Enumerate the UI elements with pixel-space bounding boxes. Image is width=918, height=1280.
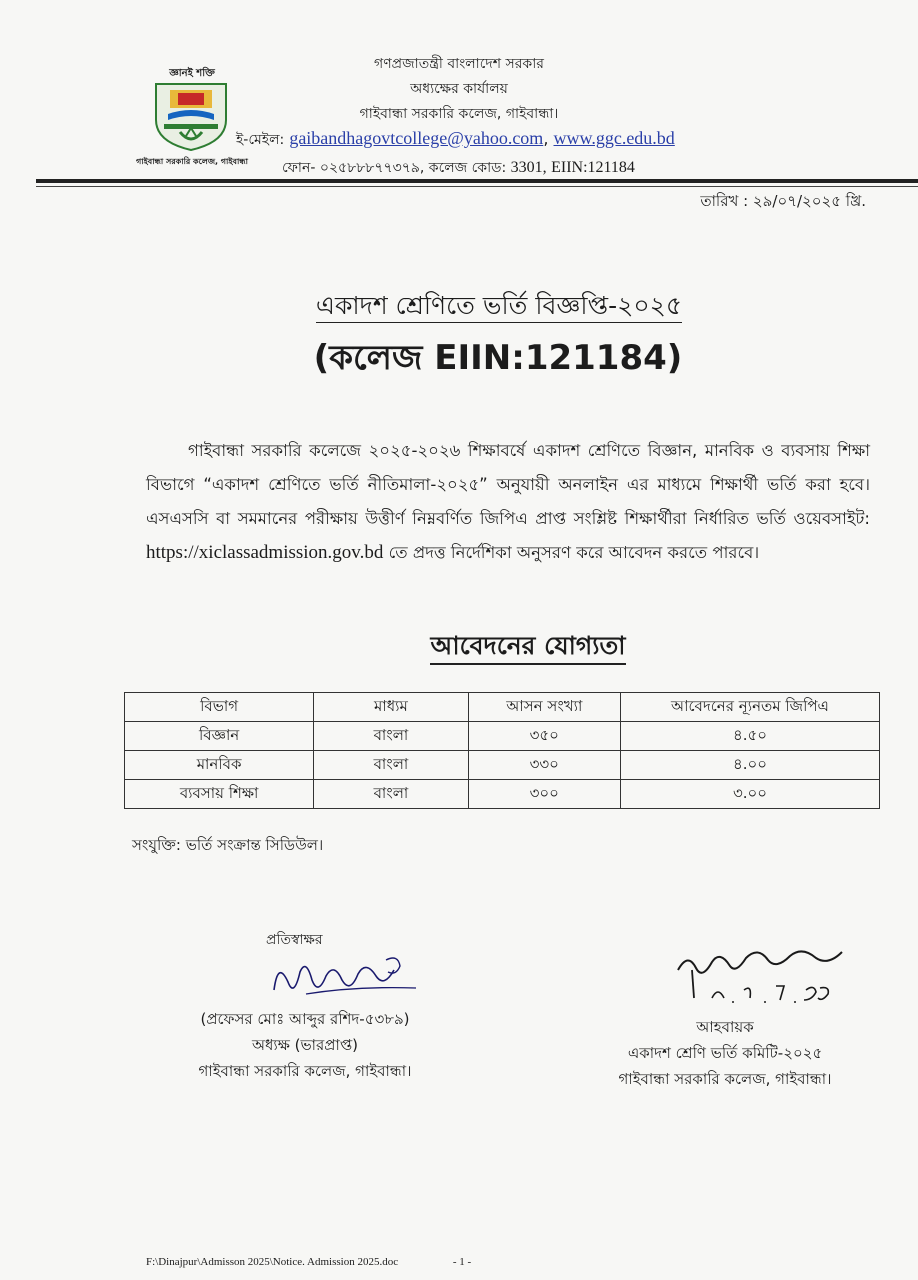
phone-label: ফোন- bbox=[282, 160, 316, 176]
convener-institution: গাইবান্ধা সরকারি কলেজ, গাইবান্ধা। bbox=[618, 1070, 832, 1088]
column-header: বিভাগ bbox=[125, 693, 314, 722]
table-cell: বিজ্ঞান bbox=[125, 722, 314, 751]
table-cell: মানবিক bbox=[125, 751, 314, 780]
table-cell: ৪.৫০ bbox=[621, 722, 880, 751]
table-cell: ৩৫০ bbox=[468, 722, 620, 751]
notice-subtitle: (কলেজ EIIN:121184) bbox=[313, 338, 683, 378]
table-cell: বাংলা bbox=[314, 780, 468, 809]
phone-number: ০২৫৮৮৮৭৭৩৭৯, bbox=[319, 160, 425, 176]
column-header: আবেদনের ন্যূনতম জিপিএ bbox=[621, 693, 880, 722]
header-office: অধ্যক্ষের কার্যালয় bbox=[410, 81, 508, 97]
attachment-note: সংযুক্তি: ভর্তি সংক্রান্ত সিডিউল। bbox=[132, 836, 324, 854]
website-link[interactable]: www.ggc.edu.bd bbox=[553, 128, 675, 148]
principal-institution: গাইবান্ধা সরকারি কলেজ, গাইবান্ধা। bbox=[198, 1062, 412, 1080]
eligibility-table bbox=[124, 692, 880, 809]
email-link[interactable]: gaibandhagovtcollege@yahoo.com bbox=[289, 128, 544, 148]
body-text-after-url: তে প্রদত্ত নির্দেশিকা অনুসরণ করে আবেদন করতে পারবে। bbox=[388, 543, 760, 562]
table-row bbox=[125, 722, 880, 751]
header-contact-phone bbox=[282, 156, 635, 180]
header-rule bbox=[36, 179, 918, 183]
table-row bbox=[125, 780, 880, 809]
notice-date: তারিখ : ২৯/০৭/২০২৫ খ্রি. bbox=[700, 192, 866, 210]
body-text-before-url: গাইবান্ধা সরকারি কলেজে ২০২৫-২০২৬ শিক্ষাবর্ষে একাদশ শ্রেণিতে বিজ্ঞান, মানবিক ও ব্যবসায় শিক্ষা বিভাগে “একাদশ শ্রেণিতে ভর্তি নীতিমালা-২০২৫” অনুযায়ী অনলাইন এর মাধ্যমে শিক্ষার্থী ভর্তি করা হবে। এসএসসি বা সমমানের পরীক্ষায় উত্তীর্ণ নিম্নবর্ণিত জিপিএ প্রাপ্ত সংশ্লিষ্ট শিক্ষার্থীরা নির্ধারিত ভর্তি ওয়েবসাইট: bbox=[146, 441, 870, 528]
principal-designation: অধ্যক্ষ (ভারপ্রাপ্ত) bbox=[251, 1036, 359, 1054]
eiin-number: EIIN:121184 bbox=[551, 159, 635, 176]
notice-title: একাদশ শ্রেণিতে ভর্তি বিজ্ঞপ্তি-২০২৫ bbox=[0, 286, 918, 329]
table-cell: বাংলা bbox=[314, 751, 468, 780]
email-separator: , bbox=[543, 129, 549, 148]
table-cell: ব্যবসায় শিক্ষা bbox=[125, 780, 314, 809]
header-rule-thin bbox=[36, 186, 918, 187]
college-code: 3301, bbox=[510, 159, 547, 176]
principal-name: (প্রফেসর মোঃ আব্দুর রশিদ-৫৩৮৯) bbox=[200, 1010, 410, 1028]
table-cell: ৪.০০ bbox=[621, 751, 880, 780]
table-cell: ৩৩০ bbox=[468, 751, 620, 780]
notice-body bbox=[146, 434, 870, 570]
logo-caption: গাইবান্ধা সরকারি কলেজ, গাইবান্ধা bbox=[136, 157, 248, 166]
table-cell: ৩.০০ bbox=[621, 780, 880, 809]
header-contact-email bbox=[236, 128, 675, 152]
file-path: F:\Dinajpur\Admisson 2025\Notice. Admission 2025.doc bbox=[146, 1256, 399, 1268]
countersign-label: প্রতিস্বাক্ষর bbox=[266, 932, 323, 948]
table-header-row bbox=[125, 693, 880, 722]
document-footer bbox=[146, 1256, 471, 1268]
column-header: আসন সংখ্যা bbox=[468, 693, 620, 722]
table-cell: বাংলা bbox=[314, 722, 468, 751]
logo-motto: জ্ঞানই শক্তি bbox=[169, 68, 215, 79]
convener-role: আহবায়ক bbox=[696, 1018, 754, 1036]
convener-committee: একাদশ শ্রেণি ভর্তি কমিটি-২০২৫ bbox=[627, 1044, 823, 1062]
header-government: গণপ্রজাতন্ত্রী বাংলাদেশ সরকার bbox=[374, 56, 544, 72]
column-header: মাধ্যম bbox=[314, 693, 468, 722]
email-label: ই-মেইল: bbox=[236, 132, 285, 148]
table-row bbox=[125, 751, 880, 780]
header-college: গাইবান্ধা সরকারি কলেজ, গাইবান্ধা। bbox=[359, 106, 559, 122]
college-code-label: কলেজ কোড: bbox=[428, 160, 507, 176]
convener-signature-icon bbox=[672, 940, 852, 1010]
table-cell: ৩০০ bbox=[468, 780, 620, 809]
principal-signature-icon bbox=[266, 950, 426, 1010]
admission-url[interactable]: https://xiclassadmission.gov.bd bbox=[146, 542, 384, 563]
eligibility-heading: আবেদনের যোগ্যতা bbox=[0, 626, 918, 669]
page-number: - 1 - bbox=[452, 1256, 472, 1268]
